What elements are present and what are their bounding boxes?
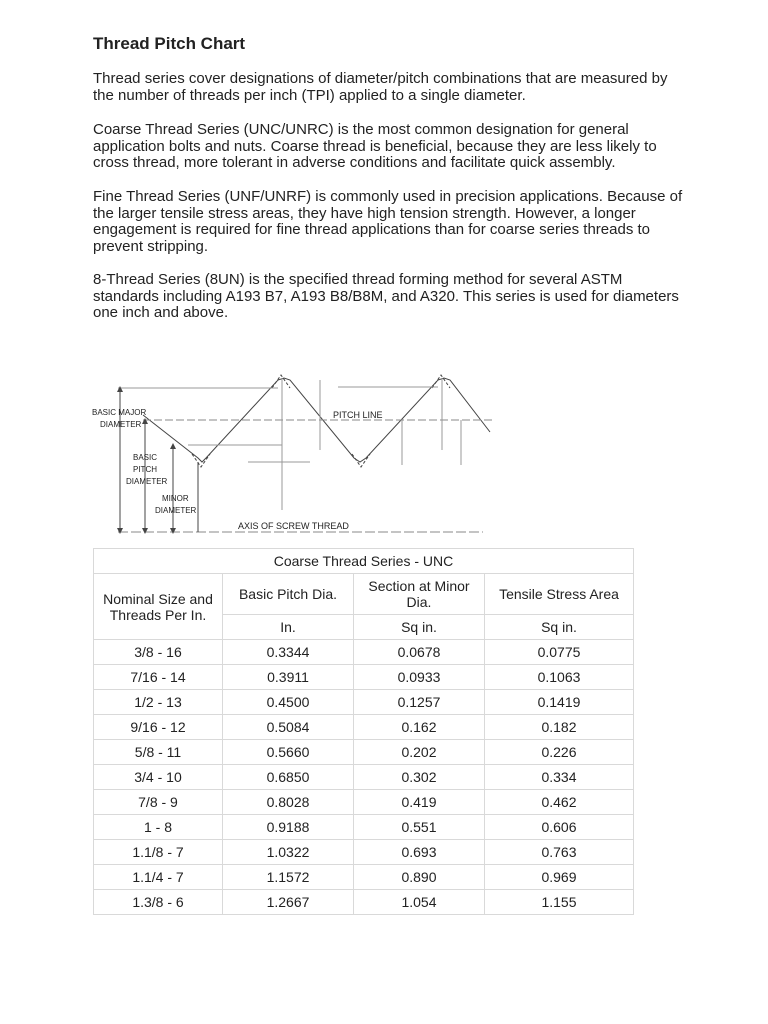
header-basic-pitch: Basic Pitch Dia. [223, 574, 354, 615]
table-cell: 0.202 [354, 740, 485, 765]
table-cell: 0.226 [485, 740, 634, 765]
table-cell: 1.3/8 - 6 [94, 890, 223, 915]
fine-series-paragraph: Fine Thread Series (UNF/UNRF) is commonly used in precision applications. Because of the larger tensile stress areas, they have high tension strength. However, a longer engagement is required for fine thread applications than for coarse series threads to prevent stripping. [93, 188, 683, 256]
table-cell: 0.0933 [354, 665, 485, 690]
table-cell: 7/8 - 9 [94, 790, 223, 815]
svg-text:DIAMETER: DIAMETER [100, 420, 142, 429]
table-cell: 0.1257 [354, 690, 485, 715]
table-cell: 0.162 [354, 715, 485, 740]
table-cell: 3/4 - 10 [94, 765, 223, 790]
coarse-series-paragraph: Coarse Thread Series (UNC/UNRC) is the most common designation for general application bolts and nuts. Coarse thread is beneficial, because they are less likely to cross thread, more tolerant in adverse conditions and facilitate quick assembly. [93, 121, 657, 172]
table-cell: 1.1572 [223, 865, 354, 890]
table-cell: 0.693 [354, 840, 485, 865]
table-row [94, 690, 634, 715]
thread-crest-dashes [272, 375, 290, 388]
table-cell: 0.419 [354, 790, 485, 815]
table-cell: 1.0322 [223, 840, 354, 865]
table-cell: 5/8 - 11 [94, 740, 223, 765]
table-cell: 1.1/4 - 7 [94, 865, 223, 890]
unit-tensile-stress: Sq in. [485, 615, 634, 640]
header-tensile-stress: Tensile Stress Area [485, 574, 634, 615]
table-row [94, 740, 634, 765]
label-axis: AXIS OF SCREW THREAD [238, 521, 349, 531]
table-caption: Coarse Thread Series - UNC [94, 549, 634, 574]
table-row [94, 640, 634, 665]
svg-text:PITCH: PITCH [133, 465, 157, 474]
table-cell: 0.969 [485, 865, 634, 890]
table-cell: 0.606 [485, 815, 634, 840]
table-cell: 1.2667 [223, 890, 354, 915]
page-title: Thread Pitch Chart [93, 34, 246, 53]
table-row [94, 665, 634, 690]
table-cell: 0.5660 [223, 740, 354, 765]
eight-thread-paragraph: 8-Thread Series (8UN) is the specified thread forming method for several ASTM standards including A193 B7, A193 B8/B8M, and A320. This series is used for diameters one inch and above. [93, 271, 679, 322]
table-cell: 0.0678 [354, 640, 485, 665]
table-cell: 0.462 [485, 790, 634, 815]
table-cell: 0.1063 [485, 665, 634, 690]
label-basic-pitch: BASIC [133, 453, 158, 462]
table-cell: 0.890 [354, 865, 485, 890]
table-cell: 0.3911 [223, 665, 354, 690]
table-cell: 9/16 - 12 [94, 715, 223, 740]
intro-paragraph: Thread series cover designations of diameter/pitch combinations that are measured by the number of threads per inch (TPI) applied to a single diameter. [93, 70, 668, 104]
table-cell: 1/2 - 13 [94, 690, 223, 715]
thread-profile [143, 378, 490, 462]
table-cell: 3/8 - 16 [94, 640, 223, 665]
table-cell: 7/16 - 14 [94, 665, 223, 690]
table-row [94, 790, 634, 815]
table-cell: 0.9188 [223, 815, 354, 840]
thread-diagram [88, 370, 498, 535]
table-cell: 0.334 [485, 765, 634, 790]
table-cell: 0.6850 [223, 765, 354, 790]
table-row [94, 865, 634, 890]
table-cell: 0.3344 [223, 640, 354, 665]
table-cell: 0.182 [485, 715, 634, 740]
table-cell: 1.054 [354, 890, 485, 915]
table-cell: 0.551 [354, 815, 485, 840]
table-row [94, 890, 634, 915]
svg-text:DIAMETER: DIAMETER [155, 506, 197, 515]
table-cell: 0.302 [354, 765, 485, 790]
header-nominal-size: Nominal Size and Threads Per In. [94, 574, 223, 640]
unit-section-minor: Sq in. [354, 615, 485, 640]
table-row [94, 815, 634, 840]
table-cell: 0.763 [485, 840, 634, 865]
unc-thread-table [93, 548, 634, 915]
table-cell: 1.155 [485, 890, 634, 915]
header-section-minor: Section at Minor Dia. [354, 574, 485, 615]
table-cell: 0.1419 [485, 690, 634, 715]
label-pitch-line: PITCH LINE [333, 410, 383, 420]
svg-text:DIAMETER: DIAMETER [126, 477, 168, 486]
table-cell: 0.4500 [223, 690, 354, 715]
table-row [94, 765, 634, 790]
table-row [94, 715, 634, 740]
label-basic-major: BASIC MAJOR [92, 408, 147, 417]
table-row [94, 840, 634, 865]
table-cell: 1.1/8 - 7 [94, 840, 223, 865]
table-cell: 0.5084 [223, 715, 354, 740]
unit-basic-pitch: In. [223, 615, 354, 640]
table-cell: 1 - 8 [94, 815, 223, 840]
table-cell: 0.0775 [485, 640, 634, 665]
label-minor-diameter: MINOR [162, 494, 189, 503]
table-cell: 0.8028 [223, 790, 354, 815]
